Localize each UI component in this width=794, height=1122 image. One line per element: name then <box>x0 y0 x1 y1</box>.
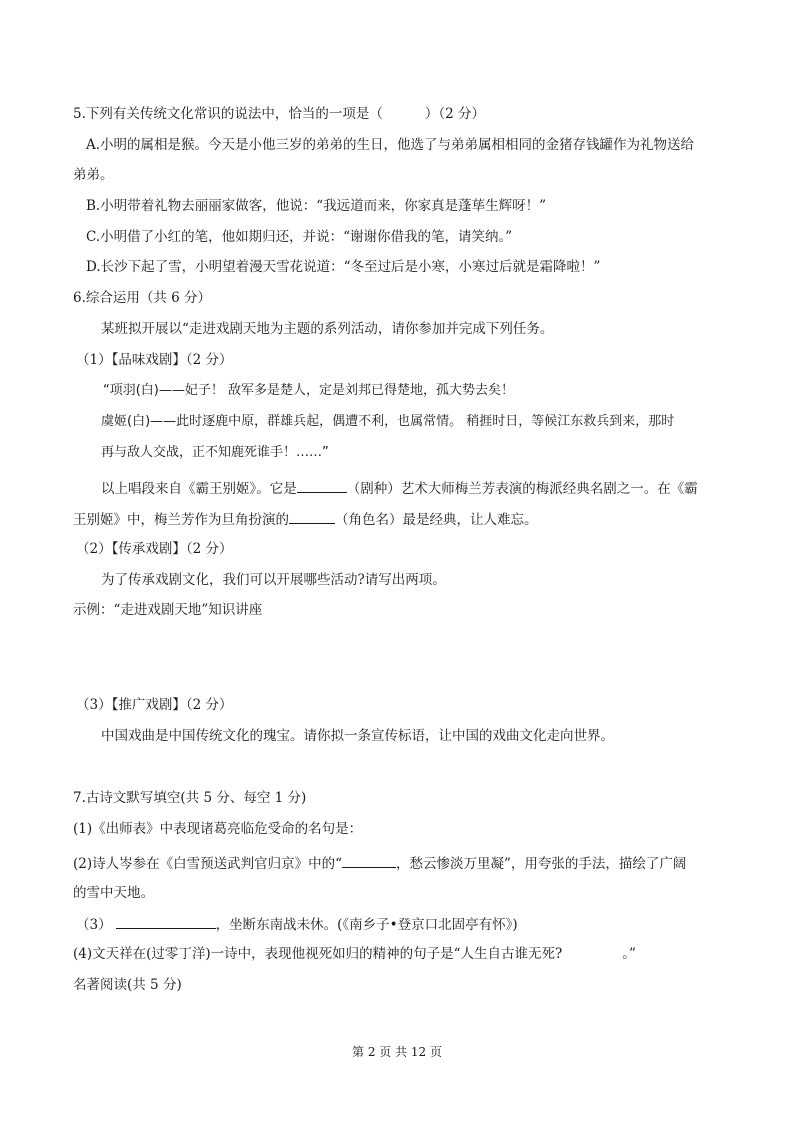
q6-intro: 某班拟开展以“走进戏剧天地为主题的系列活动，请你参加并完成下列任务。 <box>101 321 554 337</box>
q7-item2-line2: 的雪中天地。 <box>73 885 154 901</box>
q6-para1-text-b: （剧种）艺术大师梅兰芳表演的梅派经典名剧之一。在《霸 <box>346 481 698 497</box>
q6-part1-title: （1）【品味戏剧】（2 分） <box>76 352 233 368</box>
q7-item2-text-a: (2)诗人岑参在《白雪预送武判官归京》中的“ <box>73 856 343 872</box>
q7-item4-text-a: (4)文天祥在(过零丁洋)一诗中，表现他视死如归的精神的句子是“人生自古谁无死? <box>73 946 563 962</box>
q7-title: 7.古诗文默写填空(共 5 分、每空 1 分) <box>73 790 307 806</box>
q6-para1-text-c: 王别姬》中，梅兰芳作为旦角扮演的 <box>73 512 289 528</box>
q6-quote-line2: 虞姬(白)——此时逐鹿中原，群雄兵起，偶遭不利，也属常情。 稍捱时日，等候江东救兵到来，那时 <box>101 414 675 429</box>
q7-item1: (1)《出师表》中表现诸葛亮临危受命的名句是： <box>73 821 363 837</box>
q6-quote-line1: “项羽(白)——妃子！ 敌军多是楚人，定是刘邦已得楚地，孤大势去矣！ <box>103 383 515 398</box>
q6-para1-line1 <box>101 478 698 498</box>
q5-option-a-line2: 弟弟。 <box>73 167 114 183</box>
q5-option-d: D.长沙下起了雪，小明望着漫天雪花说道：“冬至过后是小寒，小寒过后就是霜降啦！” <box>86 259 601 275</box>
blank-poem-line[interactable] <box>342 853 396 868</box>
q6-para1-text-a: 以上唱段来自《霸王别姬》。它是 <box>101 481 297 497</box>
q5-option-a-line1: A.小明的属相是猴。今天是小他三岁的弟弟的生日，他选了与弟弟属相相同的金猪存钱罐作为礼物送给 <box>86 137 695 153</box>
blank-opera-genre[interactable] <box>297 478 347 493</box>
q6-title: 6.综合运用（共 6 分） <box>73 290 212 306</box>
q7-item2-line1 <box>73 853 686 873</box>
q5-stem-score: ）（2 分） <box>424 106 486 122</box>
q8-title: 名著阅读(共 5 分) <box>73 977 182 993</box>
q6-part2-example: 示例：“走进戏剧天地”知识讲座 <box>73 602 263 618</box>
q6-para1-line2 <box>73 509 538 529</box>
page-footer: 第 2 页 共 12 页 <box>352 1045 442 1059</box>
q7-item3-text: ，坐断东南战未休。(《南乡子•登京口北固亭有怀》) <box>215 917 518 933</box>
q5-option-c: C.小明借了小红的笔，他如期归还，并说：“谢谢你借我的笔，请笑纳。” <box>86 229 513 245</box>
q7-item4 <box>73 945 636 963</box>
q7-item2-text-b: ，愁云惨淡万里凝”，用夸张的手法，描绘了广阔 <box>396 856 687 872</box>
q6-quote-line3: 再与敌人交战，正不知鹿死谁手！……” <box>101 445 329 460</box>
q7-item3-number: （3） <box>76 917 112 933</box>
q6-part2-title: （2）【传承戏剧】（2 分） <box>76 541 233 557</box>
q6-para1-text-d: （角色名）最是经典，让人难忘。 <box>335 512 538 528</box>
q6-part3-title: （3）【推广戏剧】（2 分） <box>76 697 233 713</box>
q5-option-b: B.小明带着礼物去丽丽家做客，他说：“我远道而来，你家真是蓬荜生辉呀！” <box>86 198 547 214</box>
q7-item4-text-b: 。” <box>622 946 636 962</box>
blank-role-name[interactable] <box>289 509 335 524</box>
q5-stem <box>73 105 485 123</box>
q5-stem-text: 5.下列有关传统文化常识的说法中，恰当的一项是（ <box>73 106 383 122</box>
blank-ci-line[interactable] <box>116 914 216 929</box>
q7-item3 <box>76 914 518 934</box>
q6-part3-question: 中国戏曲是中国传统文化的瑰宝。请你拟一条宣传标语，让中国的戏曲文化走向世界。 <box>101 728 614 744</box>
q6-part2-question: 为了传承戏剧文化，我们可以开展哪些活动?请写出两项。 <box>101 572 446 588</box>
